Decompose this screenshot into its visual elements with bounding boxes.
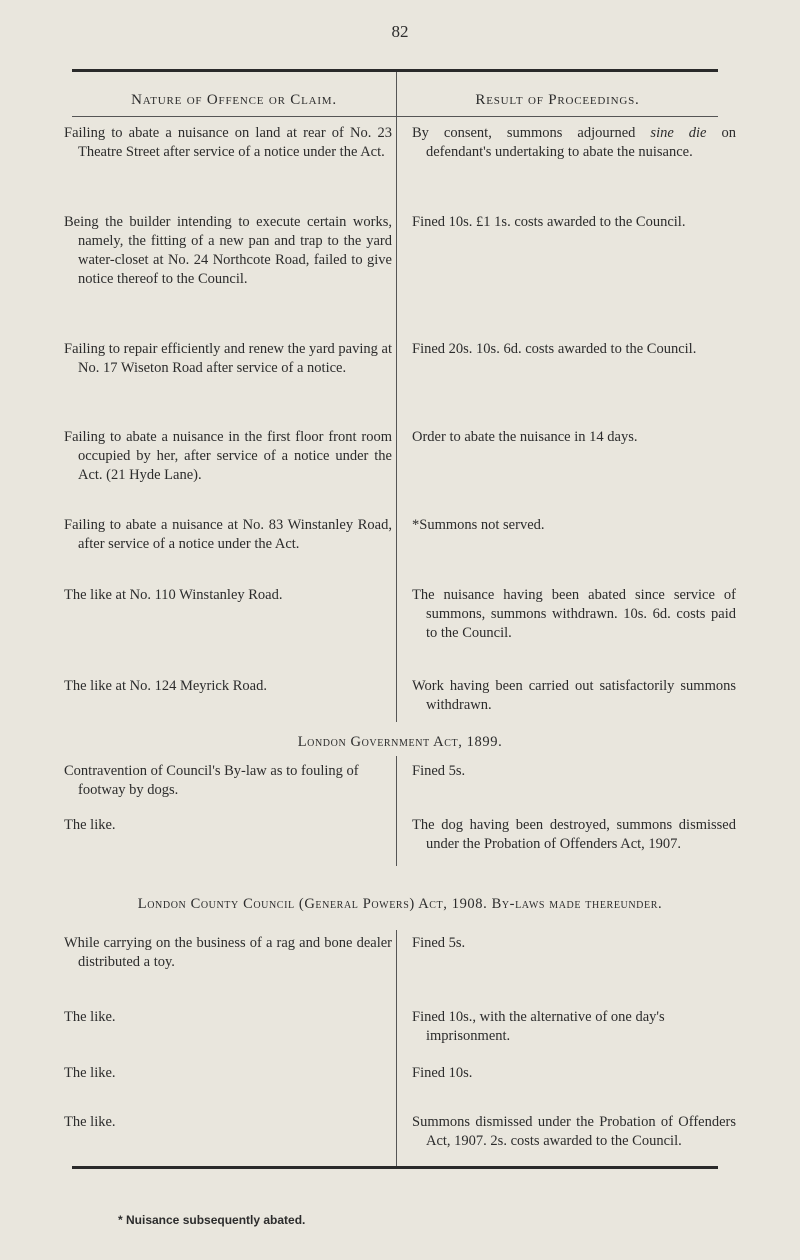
- result-2: Fined 10s. £1 1s. costs awarded to the Council.: [412, 214, 686, 230]
- bottom-rule: [72, 1166, 718, 1169]
- offence-1: Failing to abate a nuisance on land at rear of No. 23 Theatre Street after service of a notice under the Act.: [64, 125, 392, 160]
- result-4: Order to abate the nuisance in 14 days.: [412, 429, 638, 445]
- column-divider-1: [396, 72, 397, 722]
- result-1: [412, 124, 736, 162]
- section-title-lcc-general-powers-act: London County Council (General Powers) Act, 1908. By-laws made thereunder.: [137, 896, 663, 912]
- result-7: Work having been carried out satisfactorily summons withdrawn.: [412, 678, 736, 713]
- result-11: Fined 10s., with the alternative of one day's imprisonment.: [412, 1009, 665, 1044]
- offence-3: Failing to repair efficiently and renew the yard paving at No. 17 Wiseton Road after service of a notice.: [64, 341, 392, 376]
- offence-12: The like.: [64, 1065, 116, 1081]
- offence-2: Being the builder intending to execute certain works, namely, the fitting of a new pan and trap to the yard water-closet at No. 24 Northcote Road, failed to give notice thereof to the Council.: [64, 214, 392, 287]
- result-10: Fined 5s.: [412, 935, 466, 951]
- offence-9: The like.: [64, 817, 116, 833]
- offence-8: Contravention of Council's By-law as to fouling of footway by dogs.: [64, 763, 359, 798]
- offence-6: The like at No. 110 Winstanley Road.: [64, 587, 283, 603]
- result-3: Fined 20s. 10s. 6d. costs awarded to the Council.: [412, 341, 697, 357]
- section-title-london-government-act: London Government Act, 1899.: [297, 734, 503, 750]
- result-9: The dog having been destroyed, summons dismissed under the Probation of Offenders Act, 1907.: [412, 817, 736, 852]
- header-nature-of-offence: Nature of Offence or Claim.: [131, 92, 337, 108]
- offence-11: The like.: [64, 1009, 116, 1025]
- result-1-italic: sine die: [650, 125, 707, 141]
- offence-7: The like at No. 124 Meyrick Road.: [64, 678, 267, 694]
- column-divider-2: [396, 756, 397, 866]
- result-1-text-cont: on defendant's undertaking to abate the nuisance.: [426, 125, 736, 160]
- result-1-text: By consent, summons adjourned: [412, 125, 651, 141]
- offence-5: Failing to abate a nuisance at No. 83 Winstanley Road, after service of a notice under the Act.: [64, 517, 392, 552]
- header-result-of-proceedings: Result of Proceedings.: [475, 92, 640, 108]
- result-8: Fined 5s.: [412, 763, 466, 779]
- header-rule: [72, 116, 718, 117]
- result-5: *Summons not served.: [412, 517, 545, 533]
- offence-4: Failing to abate a nuisance in the first floor front room occupied by her, after service of a notice under the Act. (21 Hyde Lane).: [64, 429, 392, 483]
- result-6: The nuisance having been abated since service of summons, summons withdrawn. 10s. 6d. costs paid to the Council.: [412, 587, 736, 641]
- top-rule: [72, 69, 718, 72]
- result-13: Summons dismissed under the Probation of Offenders Act, 1907. 2s. costs awarded to the Council.: [412, 1114, 736, 1149]
- result-12: Fined 10s.: [412, 1065, 473, 1081]
- footnote: * Nuisance subsequently abated.: [118, 1213, 306, 1227]
- offence-13: The like.: [64, 1114, 116, 1130]
- column-divider-3: [396, 930, 397, 1168]
- offence-10: While carrying on the business of a rag and bone dealer distributed a toy.: [64, 935, 392, 970]
- page-number: 82: [391, 22, 409, 41]
